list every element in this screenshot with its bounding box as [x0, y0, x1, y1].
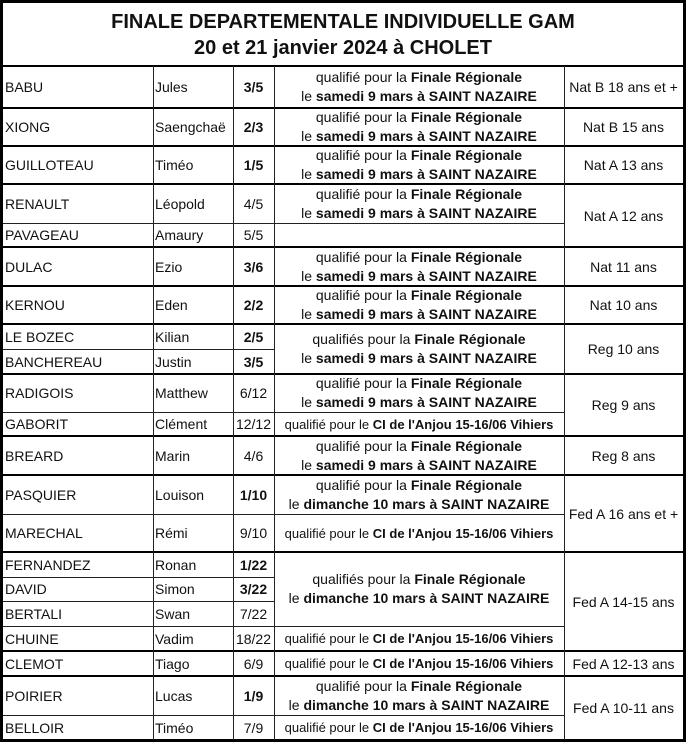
last-name-text: POIRIER [5, 687, 63, 704]
ci-event: CI de l'Anjou 15-16/06 Vihiers [372, 631, 554, 646]
qualification-line-2 [289, 495, 550, 514]
category-cell [564, 436, 683, 475]
qualification-line-1 [316, 374, 522, 393]
category-text: Reg 10 ans [587, 341, 660, 357]
last-name-cell [3, 247, 153, 286]
last-name-cell [3, 676, 153, 715]
qualif-event: Finale Régionale [410, 147, 523, 163]
ci-prefix: qualifié pour le [284, 656, 373, 671]
row-divider [274, 107, 564, 109]
qualification-cell [274, 286, 564, 324]
qualification-cell [274, 412, 564, 436]
first-name-text: Timéo [155, 157, 194, 173]
qualif-prefix: qualifié pour la [315, 437, 411, 454]
ci-qualification-line [285, 629, 554, 648]
row-divider [274, 285, 564, 287]
row-divider [274, 183, 564, 185]
last-name-text: GABORIT [5, 416, 69, 432]
category-cell [564, 108, 683, 146]
first-name-cell [153, 247, 233, 286]
category-cell [564, 184, 683, 247]
qualification-line-1 [316, 68, 522, 87]
qualif-date: samedi 9 mars à SAINT NAZAIRE [315, 456, 537, 473]
first-name-text: Louison [155, 486, 205, 503]
first-name-cell [153, 223, 233, 247]
category-text: Reg 9 ans [591, 397, 656, 413]
column-divider [564, 66, 565, 740]
qualification-line-1 [316, 677, 522, 696]
qualification-line-2 [289, 696, 550, 715]
ci-event: CI de l'Anjou 15-16/06 Vihiers [372, 525, 554, 541]
last-name-text: CLEMOT [5, 655, 64, 672]
rank-text: 3/6 [243, 258, 264, 275]
first-name-cell [153, 412, 233, 436]
first-name-cell [153, 715, 233, 740]
category-text: Nat A 13 ans [583, 157, 664, 173]
last-name-cell [3, 626, 153, 651]
last-name-text: MARECHAL [5, 525, 83, 541]
qualification-line-1 [316, 437, 522, 456]
qualification-cell [274, 66, 564, 108]
category-cell [564, 146, 683, 184]
rank-text: 18/22 [235, 630, 272, 647]
first-name-cell [153, 374, 233, 412]
row-divider [564, 246, 683, 248]
rank-text: 1/9 [243, 687, 264, 704]
last-name-text: BANCHEREAU [5, 353, 103, 370]
ci-qualification-line [285, 415, 554, 434]
first-name-text: Kilian [155, 328, 190, 345]
qualif-prefix: qualifié pour la [315, 185, 411, 202]
first-name-text: Matthew [155, 385, 208, 401]
last-name-cell [3, 475, 153, 514]
qualif-prefix: qualifié pour la [315, 69, 411, 85]
last-name-text: RENAULT [5, 195, 70, 212]
first-name-cell [153, 651, 233, 676]
category-text: Nat 11 ans [590, 258, 657, 275]
qualif-prefix: qualifié pour la [315, 677, 411, 694]
last-name-cell [3, 324, 153, 349]
rank-text: 3/5 [243, 79, 264, 95]
qualif-prefix: qualifié pour la [315, 109, 411, 125]
row-divider [0, 65, 686, 67]
row-divider [274, 551, 564, 553]
category-text: Fed A 14-15 ans [572, 593, 675, 610]
rank-cell [233, 552, 274, 577]
last-name-text: BELLOIR [5, 719, 65, 736]
qualif-event: Finale Régionale [414, 331, 526, 347]
first-name-text: Vadim [155, 630, 194, 647]
qualif-date: samedi 9 mars à SAINT NAZAIRE [315, 88, 537, 104]
first-name-cell [153, 108, 233, 146]
qualif-event: Finale Régionale [410, 375, 523, 391]
qualification-line-2 [301, 349, 537, 368]
first-name-text: Eden [155, 297, 188, 313]
rank-text: 4/5 [243, 195, 264, 212]
qualif-date: samedi 9 mars à SAINT NAZAIRE [315, 394, 537, 410]
qualification-cell [274, 626, 564, 651]
last-name-text: CHUINE [5, 630, 59, 647]
rank-cell [233, 412, 274, 436]
first-name-text: Clément [155, 416, 208, 432]
first-name-text: Ezio [155, 258, 183, 275]
qualification-line-1 [312, 570, 525, 589]
category-text: Fed A 10-11 ans [573, 700, 674, 716]
qualification-line-1 [316, 146, 522, 165]
ci-prefix: qualifié pour le [284, 525, 373, 541]
qualif-le: le [301, 306, 316, 322]
qualif-le: le [301, 166, 316, 182]
last-name-cell [3, 146, 153, 184]
qualification-line-1 [316, 108, 522, 127]
qualification-cell [274, 374, 564, 412]
category-text: Nat B 18 ans et + [569, 79, 678, 95]
last-name-text: DULAC [5, 258, 53, 275]
qualification-line-1 [316, 185, 522, 204]
ci-event: CI de l'Anjou 15-16/06 Vihiers [372, 416, 554, 432]
qualif-le: le [301, 128, 316, 144]
qualif-date: samedi 9 mars à SAINT NAZAIRE [315, 306, 537, 322]
first-name-text: Jules [155, 79, 188, 95]
qualif-date: dimanche 10 mars à SAINT NAZAIRE [303, 495, 550, 512]
row-divider [274, 514, 564, 515]
last-name-cell [3, 108, 153, 146]
last-name-text: GUILLOTEAU [5, 157, 94, 173]
row-divider [564, 285, 683, 287]
qualification-cell [274, 247, 564, 286]
last-name-text: KERNOU [5, 297, 65, 313]
qualif-prefix: qualifiés pour la [312, 331, 415, 347]
qualification-cell [274, 108, 564, 146]
last-name-cell [3, 66, 153, 108]
rank-text: 1/10 [239, 486, 268, 503]
qualif-le: le [301, 350, 316, 366]
ci-event: CI de l'Anjou 15-16/06 Vihiers [372, 720, 554, 735]
qualification-line-1 [316, 248, 522, 267]
first-name-cell [153, 626, 233, 651]
ci-prefix: qualifié pour le [284, 631, 373, 646]
rank-text: 7/22 [239, 605, 268, 622]
category-cell [564, 247, 683, 286]
row-divider [564, 107, 683, 109]
first-name-text: Amaury [155, 227, 204, 243]
qualif-event: Finale Régionale [410, 109, 523, 125]
row-divider [274, 435, 564, 437]
qualif-event: Finale Régionale [410, 287, 523, 303]
row-divider [564, 435, 683, 437]
qualif-date: dimanche 10 mars à SAINT NAZAIRE [303, 696, 550, 713]
first-name-cell [153, 676, 233, 715]
category-text: Nat 10 ans [589, 297, 658, 313]
qualification-line-2 [289, 589, 550, 608]
row-divider [274, 675, 564, 677]
last-name-text: FERNANDEZ [5, 556, 91, 573]
row-divider [564, 650, 683, 652]
last-name-cell [3, 412, 153, 436]
category-cell [564, 552, 683, 651]
title-line-2: 20 et 21 janvier 2024 à CHOLET [194, 37, 492, 59]
qualif-prefix: qualifié pour la [315, 248, 411, 265]
rank-cell [233, 108, 274, 146]
last-name-cell [3, 651, 153, 676]
qualif-prefix: qualifié pour la [315, 476, 411, 493]
rank-text: 3/5 [243, 353, 264, 370]
ci-prefix: qualifié pour le [284, 416, 373, 432]
last-name-cell [3, 286, 153, 324]
qualif-le: le [301, 204, 316, 221]
first-name-text: Tiago [155, 655, 190, 672]
category-cell [564, 66, 683, 108]
first-name-text: Rémi [155, 525, 188, 541]
row-divider [274, 474, 564, 476]
first-name-text: Swan [155, 605, 191, 622]
category-cell [564, 475, 683, 552]
qualification-line-2 [301, 204, 537, 223]
rank-text: 6/12 [239, 385, 268, 401]
rank-text: 2/3 [243, 119, 264, 135]
first-name-cell [153, 475, 233, 514]
qualif-date: dimanche 10 mars à SAINT NAZAIRE [303, 590, 550, 606]
last-name-cell [3, 552, 153, 577]
row-divider [564, 675, 683, 677]
rank-cell [233, 247, 274, 286]
rank-cell [233, 146, 274, 184]
first-name-cell [153, 552, 233, 577]
row-divider [564, 551, 683, 553]
category-cell [564, 286, 683, 324]
row-divider [564, 183, 683, 185]
first-name-text: Lucas [155, 687, 193, 704]
qualification-cell [274, 676, 564, 715]
last-name-text: BREARD [5, 447, 64, 464]
qualif-le: le [288, 495, 304, 512]
qualif-event: Finale Régionale [410, 185, 523, 202]
qualification-cell [274, 324, 564, 374]
qualification-line-1 [316, 286, 522, 305]
qualif-event: Finale Régionale [410, 69, 523, 85]
rank-cell [233, 676, 274, 715]
qualification-line-1 [312, 330, 525, 349]
qualification-cell [274, 651, 564, 676]
last-name-text: BERTALI [5, 605, 63, 622]
row-divider [274, 715, 564, 716]
title-line-1: FINALE DEPARTEMENTALE INDIVIDUELLE GAM [111, 11, 575, 33]
last-name-cell [3, 715, 153, 740]
qualif-le: le [301, 456, 316, 473]
rank-cell [233, 601, 274, 626]
first-name-cell [153, 324, 233, 349]
first-name-text: Timéo [155, 719, 194, 736]
first-name-text: Marin [155, 447, 191, 464]
last-name-cell [3, 577, 153, 601]
row-divider [564, 323, 683, 325]
last-name-text: DAVID [5, 581, 47, 597]
rank-cell [233, 374, 274, 412]
first-name-cell [153, 286, 233, 324]
first-name-cell [153, 349, 233, 374]
row-divider [274, 650, 564, 652]
qualif-date: samedi 9 mars à SAINT NAZAIRE [315, 267, 537, 284]
row-divider [564, 145, 683, 147]
last-name-text: BABU [5, 79, 44, 95]
qualif-event: Finale Régionale [410, 437, 523, 454]
qualification-line-1 [316, 476, 522, 495]
row-divider [564, 373, 683, 375]
qualif-prefix: qualifiés pour la [312, 571, 415, 587]
rank-cell [233, 184, 274, 223]
category-cell [564, 651, 683, 676]
rank-text: 2/2 [243, 297, 264, 313]
ci-qualification-line [285, 524, 554, 543]
rank-cell [233, 715, 274, 740]
qualification-line-2 [301, 127, 537, 146]
rank-cell [233, 626, 274, 651]
qualif-le: le [301, 88, 316, 104]
first-name-cell [153, 66, 233, 108]
rank-cell [233, 577, 274, 601]
qualif-le: le [301, 394, 316, 410]
first-name-text: Saengchaë [155, 119, 226, 135]
row-divider [274, 412, 564, 413]
qualif-event: Finale Régionale [414, 571, 526, 587]
first-name-cell [153, 577, 233, 601]
qualification-cell [274, 715, 564, 740]
first-name-text: Simon [155, 581, 195, 597]
category-cell [564, 676, 683, 740]
ci-qualification-line [285, 654, 554, 673]
rank-text: 5/5 [243, 227, 264, 243]
qualification-line-2 [301, 456, 537, 475]
row-divider [274, 145, 564, 147]
first-name-text: Ronan [155, 556, 197, 573]
category-cell [564, 374, 683, 436]
column-divider [233, 66, 234, 740]
qualification-line-2 [301, 305, 537, 324]
qualif-date: samedi 9 mars à SAINT NAZAIRE [315, 350, 537, 366]
qualif-event: Finale Régionale [410, 248, 523, 265]
qualification-cell [274, 223, 564, 247]
rank-text: 12/12 [235, 416, 272, 432]
qualif-date: samedi 9 mars à SAINT NAZAIRE [315, 204, 537, 221]
row-divider [564, 474, 683, 476]
row-divider [274, 323, 564, 325]
rank-text: 2/5 [243, 328, 264, 345]
last-name-text: LE BOZEC [5, 328, 75, 345]
first-name-cell [153, 146, 233, 184]
row-divider [274, 373, 564, 375]
qualif-le: le [288, 696, 304, 713]
qualif-prefix: qualifié pour la [315, 287, 411, 303]
rank-text: 3/22 [239, 581, 268, 597]
last-name-cell [3, 374, 153, 412]
rank-cell [233, 286, 274, 324]
qualification-cell [274, 475, 564, 514]
last-name-cell [3, 514, 153, 552]
last-name-cell [3, 349, 153, 374]
qualif-event: Finale Régionale [410, 677, 523, 694]
row-divider [274, 626, 564, 627]
qualification-cell [274, 436, 564, 475]
qualif-date: samedi 9 mars à SAINT NAZAIRE [315, 166, 537, 182]
category-text: Nat A 12 ans [583, 207, 664, 224]
rank-cell [233, 349, 274, 374]
rank-cell [233, 324, 274, 349]
rank-cell [233, 436, 274, 475]
qualif-le: le [288, 590, 304, 606]
rank-text: 1/5 [243, 157, 264, 173]
column-divider [153, 66, 154, 740]
qualification-cell [274, 552, 564, 626]
qualification-cell [274, 514, 564, 552]
rank-text: 4/6 [243, 447, 264, 464]
column-divider [274, 66, 275, 740]
qualification-line-2 [301, 165, 537, 184]
rank-text: 9/10 [239, 525, 268, 541]
last-name-text: PASQUIER [5, 486, 77, 503]
qualif-le: le [301, 267, 316, 284]
last-name-cell [3, 223, 153, 247]
rank-cell [233, 514, 274, 552]
qualification-line-2 [301, 267, 537, 286]
last-name-text: XIONG [5, 119, 51, 135]
category-text: Fed A 16 ans et + [568, 505, 679, 522]
first-name-text: Justin [155, 353, 192, 370]
first-name-cell [153, 184, 233, 223]
rank-text: 1/22 [239, 556, 268, 573]
first-name-cell [153, 436, 233, 475]
row-divider [274, 223, 564, 224]
rank-text: 6/9 [243, 655, 264, 672]
last-name-cell [3, 601, 153, 626]
category-text: Fed A 12-13 ans [572, 655, 675, 672]
first-name-cell [153, 601, 233, 626]
last-name-cell [3, 184, 153, 223]
category-cell [564, 324, 683, 374]
rank-cell [233, 223, 274, 247]
ci-prefix: qualifié pour le [284, 720, 373, 735]
rank-cell [233, 66, 274, 108]
ci-qualification-line [285, 718, 554, 737]
qualification-cell [274, 184, 564, 223]
qualif-date: samedi 9 mars à SAINT NAZAIRE [315, 128, 537, 144]
last-name-text: RADIGOIS [5, 385, 74, 401]
ci-event: CI de l'Anjou 15-16/06 Vihiers [372, 656, 554, 671]
qualification-line-2 [301, 87, 537, 106]
rank-cell [233, 651, 274, 676]
qualification-line-2 [301, 393, 537, 412]
rank-text: 7/9 [243, 719, 264, 736]
first-name-text: Léopold [155, 195, 205, 212]
document-title [3, 3, 683, 65]
qualif-prefix: qualifié pour la [315, 147, 411, 163]
last-name-text: PAVAGEAU [5, 227, 79, 243]
last-name-cell [3, 436, 153, 475]
rank-cell [233, 475, 274, 514]
qualif-prefix: qualifié pour la [315, 375, 411, 391]
row-divider [274, 246, 564, 248]
first-name-cell [153, 514, 233, 552]
qualification-cell [274, 146, 564, 184]
qualif-event: Finale Régionale [410, 476, 523, 493]
category-text: Reg 8 ans [591, 447, 656, 464]
category-text: Nat B 15 ans [583, 119, 664, 135]
